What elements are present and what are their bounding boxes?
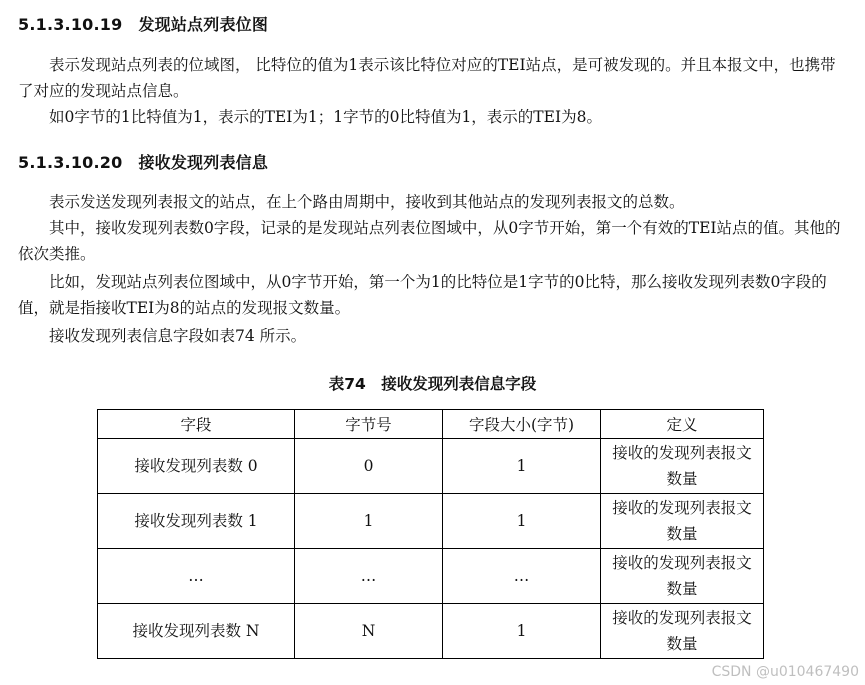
column-header: 字节号 — [295, 410, 443, 439]
table-header-row — [98, 410, 764, 439]
table-cell: 接收发现列表数 1 — [98, 494, 295, 549]
table-cell: 接收的发现列表报文数量 — [601, 494, 764, 549]
section-number: 5.1.3.10.19 — [18, 15, 123, 34]
table-cell: 1 — [295, 494, 443, 549]
column-header: 定义 — [601, 410, 764, 439]
paragraph: 接收发现列表信息字段如表74 所示。 — [49, 327, 307, 345]
table-cell: … — [98, 549, 295, 604]
section-heading-19 — [18, 12, 268, 35]
section-title: 接收发现列表信息 — [138, 153, 269, 172]
paragraph: 表示发现站点列表的位域图， 比特位的值为1表示该比特位对应的TEI站点，是可被发现的。并且本报文中，也携带了对应的发现站点信息。 — [18, 56, 836, 100]
table-cell: N — [295, 604, 443, 659]
paragraph: 如0字节的1比特值为1，表示的TEI为1；1字节的0比特值为1，表示的TEI为8。 — [49, 108, 602, 126]
table-cell: 接收的发现列表报文数量 — [601, 604, 764, 659]
table-cell: 1 — [443, 494, 601, 549]
table-row — [98, 549, 764, 604]
table-cell: … — [295, 549, 443, 604]
section-number: 5.1.3.10.20 — [18, 153, 123, 172]
section-heading-20 — [18, 150, 268, 173]
table-cell: 1 — [443, 604, 601, 659]
paragraph: 比如，发现站点列表位图域中，从0字节开始，第一个为1的比特位是1字节的0比特，那么接收发现列表数0字段的值，就是指接收TEI为8的站点的发现报文数量。 — [18, 273, 827, 317]
table-cell: … — [443, 549, 601, 604]
table-row — [98, 439, 764, 494]
table-cell: 接收的发现列表报文数量 — [601, 439, 764, 494]
table-cell: 接收发现列表数 N — [98, 604, 295, 659]
paragraph: 表示发送发现列表报文的站点，在上个路由周期中，接收到其他站点的发现列表报文的总数。 — [49, 193, 685, 211]
fields-table — [97, 409, 764, 659]
paragraph: 其中，接收发现列表数0字段，记录的是发现站点列表位图域中，从0字节开始，第一个有效的TEI站点的值。其他的依次类推。 — [18, 219, 841, 263]
table-row — [98, 604, 764, 659]
table-cell: 接收的发现列表报文数量 — [601, 549, 764, 604]
table-row — [98, 494, 764, 549]
table-cell: 接收发现列表数 0 — [98, 439, 295, 494]
column-header: 字段大小(字节) — [443, 410, 601, 439]
watermark: CSDN @u010467490 — [711, 664, 859, 680]
table-cell: 1 — [443, 439, 601, 494]
column-header: 字段 — [98, 410, 295, 439]
table-caption: 表74 接收发现列表信息字段 — [328, 375, 537, 393]
section-title: 发现站点列表位图 — [138, 15, 269, 34]
table-cell: 0 — [295, 439, 443, 494]
